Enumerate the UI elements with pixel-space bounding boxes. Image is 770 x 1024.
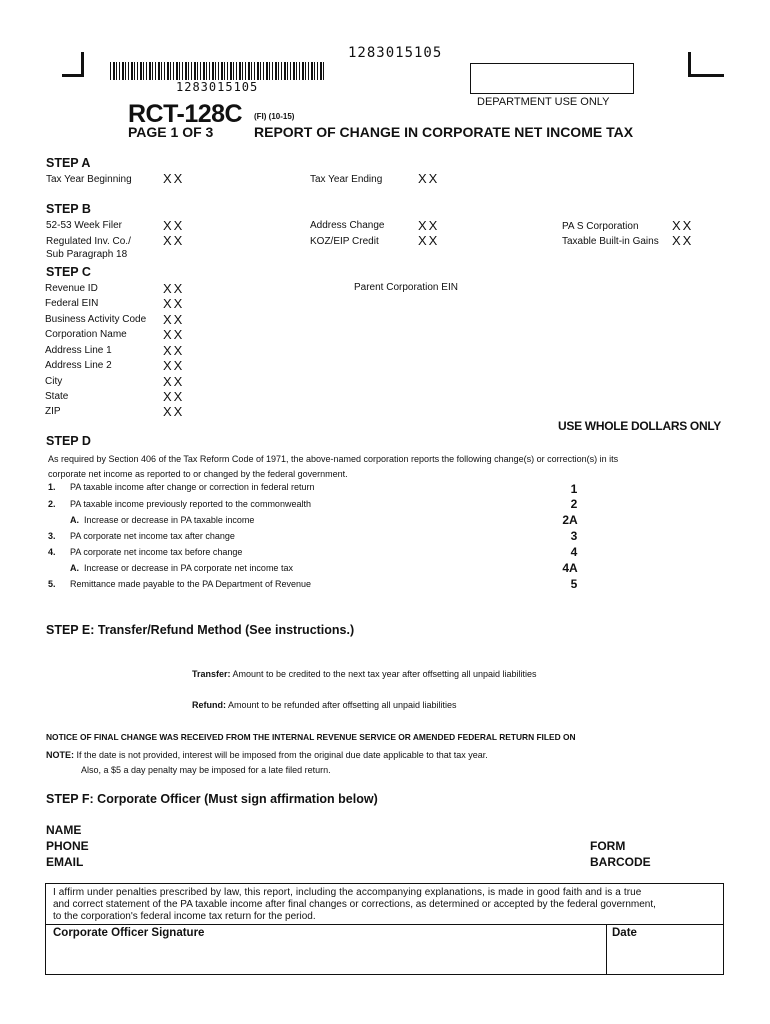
city-label: City [45,376,63,387]
line-number: 1. [48,482,56,492]
step-d-heading: STEP D [46,434,91,448]
refund-label: Refund: [192,700,226,710]
line-code[interactable]: 2 [570,497,578,511]
week-filer-field[interactable]: XX [163,218,185,233]
step-f-heading: STEP F: Corporate Officer (Must sign affirmation below) [46,792,378,806]
line-code[interactable]: 3 [570,529,578,543]
note-line-1 [46,750,488,760]
refund-option[interactable] [192,700,457,710]
taxable-gains-field[interactable]: XX [672,233,694,248]
address-line-2-label: Address Line 2 [45,360,112,371]
form-revision: (FI) (10-15) [254,112,295,121]
step-c-heading: STEP C [46,265,91,279]
department-use-label: DEPARTMENT USE ONLY [477,96,610,108]
week-filer-label: 52-53 Week Filer [46,220,122,231]
revenue-id-label: Revenue ID [45,283,98,294]
zip-field[interactable]: XX [163,404,185,419]
address-change-field[interactable]: XX [418,218,440,233]
date-field[interactable]: Date [612,927,637,939]
whole-dollars-note: USE WHOLE DOLLARS ONLY [558,419,721,433]
address-line-2-field[interactable]: XX [163,358,185,373]
barcode-number-top: 1283015105 [348,45,443,61]
city-field[interactable]: XX [163,374,185,389]
line-label: Increase or decrease in PA taxable income [84,515,255,525]
line-code[interactable]: 1 [570,482,578,496]
line-code[interactable]: 2A [562,513,578,527]
tax-year-beginning-label: Tax Year Beginning [46,174,132,185]
barcode-number-under: 1283015105 [176,80,259,94]
step-d-intro-1: As required by Section 406 of the Tax Reform Code of 1971, the above-named corporation reports the following change(s) or correction(s) in its [48,454,619,464]
line-number: 3. [48,531,56,541]
page-indicator: PAGE 1 OF 3 [128,124,214,140]
line-label: PA taxable income previously reported to the commonwealth [70,499,311,509]
regulated-inv-field[interactable]: XX [163,233,185,248]
affirmation-line-3: to the corporation's federal income tax return for the period. [53,911,316,922]
tax-year-ending-label: Tax Year Ending [310,174,383,185]
final-change-notice: NOTICE OF FINAL CHANGE WAS RECEIVED FROM THE INTERNAL REVENUE SERVICE OR AMENDED FEDERAL RETURN FILED ON [46,732,576,742]
form-label: FORM [590,839,626,853]
tax-year-beginning-field[interactable]: XX [163,171,185,186]
state-field[interactable]: XX [163,389,185,404]
line-number: 2. [48,499,56,509]
signature-field[interactable]: Corporate Officer Signature [53,927,205,939]
revenue-id-field[interactable]: XX [163,281,185,296]
transfer-option[interactable] [192,669,537,679]
line-label: PA taxable income after change or correction in federal return [70,482,315,492]
step-d-intro-2: corporate net income as reported to or changed by the federal government. [48,469,348,479]
business-activity-code-field[interactable]: XX [163,312,185,327]
regulated-inv-label-2: Sub Paragraph 18 [46,249,128,260]
parent-corp-ein-label: Parent Corporation EIN [354,282,458,293]
corporation-name-label: Corporation Name [45,329,127,340]
address-line-1-label: Address Line 1 [45,345,112,356]
department-use-box [470,63,634,94]
email-label: EMAIL [46,855,84,869]
form-id: RCT-128C [128,100,243,128]
zip-label: ZIP [45,406,61,417]
address-line-1-field[interactable]: XX [163,343,185,358]
line-label: Remittance made payable to the PA Department of Revenue [70,579,311,589]
line-number: A. [70,515,79,525]
affirmation-line-1: I affirm under penalties prescribed by law, this report, including the accompanying explanations, is made in good faith and is a true [53,887,642,898]
step-b-heading: STEP B [46,202,91,216]
line-code[interactable]: 4A [562,561,578,575]
note-line-2: Also, a $5 a day penalty may be imposed for a late filed return. [81,765,331,775]
line-code[interactable]: 5 [570,577,578,591]
line-code[interactable]: 4 [570,545,578,559]
refund-text: Amount to be refunded after offsetting all unpaid liabilities [228,700,457,710]
step-a-heading: STEP A [46,156,91,170]
barcode-label: BARCODE [590,855,651,869]
koz-eip-label: KOZ/EIP Credit [310,236,379,247]
pa-s-corp-label: PA S Corporation [562,221,639,232]
state-label: State [45,391,69,402]
pa-s-corp-field[interactable]: XX [672,218,694,233]
business-activity-code-label: Business Activity Code [45,314,147,325]
line-label: PA corporate net income tax before change [70,547,243,557]
name-label: NAME [46,823,82,837]
address-change-label: Address Change [310,220,385,231]
signature-divider [45,924,724,925]
date-divider [606,924,607,975]
step-e-heading: STEP E: Transfer/Refund Method (See instructions.) [46,623,355,637]
line-number: 4. [48,547,56,557]
form-title: REPORT OF CHANGE IN CORPORATE NET INCOME TAX [254,124,634,140]
taxable-gains-label: Taxable Built-in Gains [562,236,659,247]
transfer-label: Transfer: [192,669,231,679]
koz-eip-field[interactable]: XX [418,233,440,248]
line-number: A. [70,563,79,573]
note-label: NOTE: [46,750,74,760]
barcode [110,62,325,80]
federal-ein-label: Federal EIN [45,298,99,309]
tax-year-ending-field[interactable]: XX [418,171,440,186]
note-text: If the date is not provided, interest will be imposed from the original due date applicable to that tax year. [76,750,488,760]
affirmation-line-2: and correct statement of the PA taxable income after final changes or corrections, as determined or accepted by the federal government, [53,899,656,910]
corporation-name-field[interactable]: XX [163,327,185,342]
regulated-inv-label-1: Regulated Inv. Co./ [46,236,131,247]
line-label: Increase or decrease in PA corporate net income tax [84,563,293,573]
line-number: 5. [48,579,56,589]
federal-ein-field[interactable]: XX [163,296,185,311]
line-label: PA corporate net income tax after change [70,531,235,541]
transfer-text: Amount to be credited to the next tax year after offsetting all unpaid liabilities [232,669,537,679]
phone-label: PHONE [46,839,89,853]
